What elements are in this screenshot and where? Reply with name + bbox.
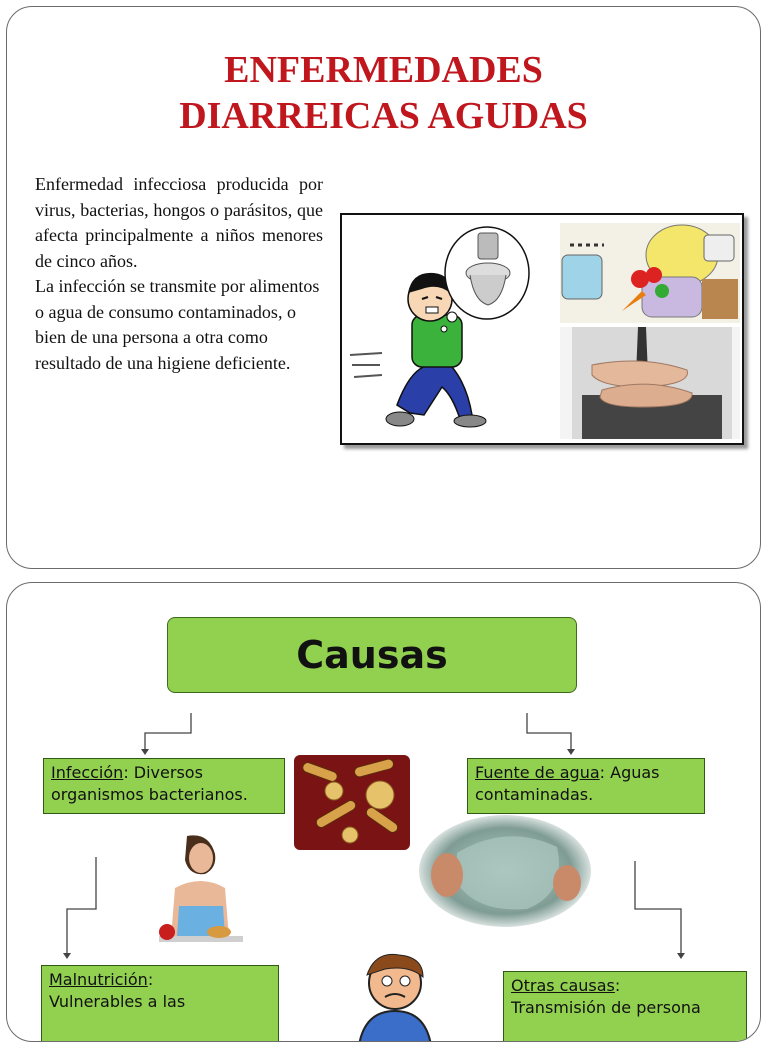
paragraph-transmission: La infección se transmite por alimentos o agua de consumo contaminados, o bien de una persona a otra como resultado de una higiene deficiente. — [35, 276, 320, 373]
title-line-1: ENFERMEDADES — [224, 49, 543, 91]
infeccion-text: : Diversos organismos bacterianos. — [51, 763, 248, 804]
malnutrition-woman-photo — [139, 828, 249, 963]
malnutricion-colon: : — [147, 970, 154, 989]
malnutricion-label: Malnutrición — [49, 970, 148, 989]
fuente-agua-box — [467, 758, 705, 814]
otras-label: Otras causas — [511, 976, 615, 995]
slide-1 — [6, 6, 761, 569]
malnutricion-box — [41, 965, 279, 1042]
fuente-label: Fuente de agua — [475, 763, 600, 782]
malnutricion-line2: Vulnerables a las — [49, 992, 186, 1011]
slide-title — [7, 47, 760, 139]
motion-lines-icon — [350, 353, 382, 377]
otras-causas-box — [503, 971, 747, 1042]
contaminated-water-photo — [417, 813, 592, 928]
thought-bubble-toilet-icon — [441, 227, 529, 332]
fuente-text: : Aguas contaminadas. — [475, 763, 660, 804]
slide-2 — [6, 582, 761, 1042]
description-text — [35, 172, 323, 376]
paragraph-definition: Enfermedad infecciosa producida por virus, bacterias, hongos o parásitos, que afecta principalmente a niños menores de cinco años. — [35, 174, 323, 271]
causas-heading-box: Causas — [167, 617, 577, 693]
otras-line2: Transmisión de persona — [511, 998, 701, 1017]
contaminated-food-collage — [560, 223, 740, 323]
sick-child-cartoon — [345, 945, 445, 1042]
stomach-ache-photo — [560, 327, 740, 439]
illustration-panel — [340, 213, 744, 445]
otras-colon: : — [614, 976, 621, 995]
infeccion-box — [43, 758, 285, 814]
title-line-2: DIARREICAS AGUDAS — [179, 95, 588, 137]
bacteria-photo — [294, 755, 410, 850]
infeccion-label: Infección — [51, 763, 124, 782]
